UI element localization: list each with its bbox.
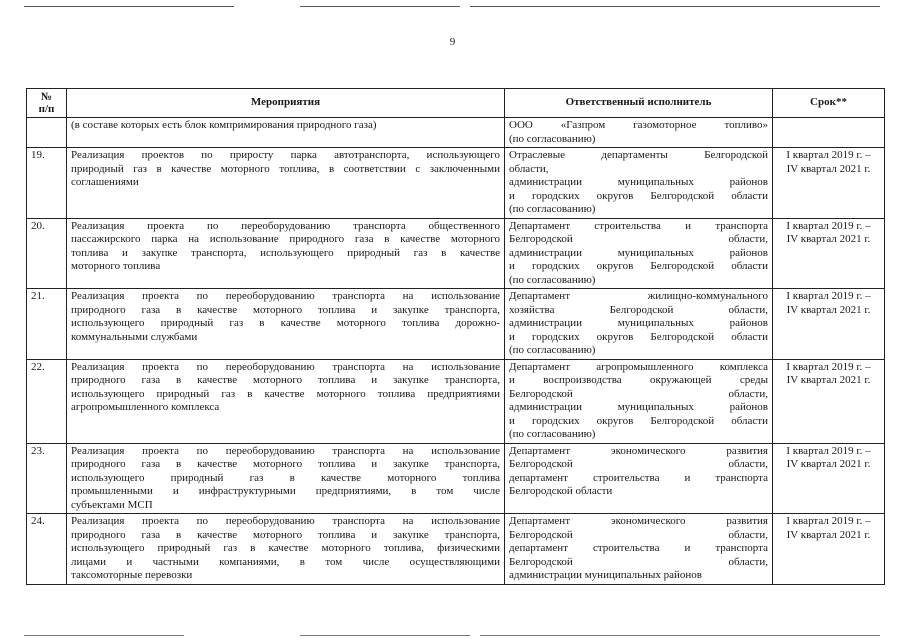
- executor-line: и воспроизводства окружающей среды: [509, 374, 768, 386]
- event-line: таксомоторные перевозки: [71, 569, 193, 581]
- executor-line: Белгородской области,: [509, 528, 768, 541]
- executor-cell: [505, 514, 773, 585]
- executor-cell: [505, 289, 773, 360]
- executor-line: Департамент агропромышленного комплекса: [509, 360, 768, 373]
- page-number: 9: [449, 36, 456, 48]
- event-line: использующего природный газ в качестве моторного топлива: [71, 471, 500, 484]
- row-number: [27, 118, 67, 148]
- event-line: топлива и закупке транспорта, использующего природный газ в качестве: [71, 246, 500, 259]
- event-line: лицами и частными компаниями, в том числе осуществляющими: [71, 555, 500, 568]
- event-line: промышленными и инфраструктурными предприятиями, в том числе: [71, 485, 500, 497]
- bottom-scan-line-mid: [300, 635, 470, 636]
- event-line: природного газа в качестве моторного топлива и закупке транспорта,: [71, 374, 500, 386]
- executor-line: Белгородской области,: [509, 458, 768, 470]
- executor-line: хозяйства Белгородской области,: [509, 303, 768, 316]
- table-row: [27, 289, 885, 360]
- deadline-cell: [773, 359, 885, 443]
- event-line: агропромышленного комплекса: [71, 401, 220, 413]
- event-cell: [67, 514, 505, 585]
- top-scan-line-mid: [300, 6, 460, 7]
- deadline-cell: [773, 148, 885, 219]
- executor-line: администрации муниципальных районов: [509, 317, 768, 329]
- executor-line: (по согласованию): [509, 203, 596, 215]
- table-body: [27, 118, 885, 585]
- executor-line: и городских округов Белгородской области: [509, 260, 768, 272]
- event-cell: [67, 148, 505, 219]
- event-line: Реализация проекта по переоборудованию транспорта общественного: [71, 219, 500, 232]
- deadline-line: I квартал 2019 г. –: [786, 149, 871, 161]
- executor-cell: [505, 359, 773, 443]
- table-row: [27, 514, 885, 585]
- deadline-cell: [773, 514, 885, 585]
- executor-cell: [505, 218, 773, 289]
- executor-line: Белгородской области,: [509, 233, 768, 245]
- event-line: использующего природный газ в качестве моторного топлива, физическими: [71, 542, 500, 554]
- executor-cell: [505, 118, 773, 148]
- row-number: 24.: [27, 514, 67, 585]
- executor-line: и городских округов Белгородской области: [509, 330, 768, 343]
- event-line: пассажирского парка на использование природного газа в качестве моторного: [71, 233, 500, 245]
- deadline-line: IV квартал 2021 г.: [786, 528, 871, 541]
- deadline-cell: [773, 218, 885, 289]
- table-row: [27, 443, 885, 514]
- executor-line: (по согласованию): [509, 132, 596, 145]
- event-line: природного газа в качестве моторного топлива и закупке транспорта,: [71, 458, 500, 470]
- deadline-cell: [773, 118, 885, 148]
- event-line: использующего природный газ в качестве моторного топлива дорожно-: [71, 317, 500, 329]
- deadline-line: IV квартал 2021 г.: [786, 233, 871, 245]
- event-line: моторного топлива: [71, 260, 161, 272]
- executor-cell: [505, 443, 773, 514]
- event-cell: [67, 359, 505, 443]
- executor-line: Отраслевые департаменты Белгородской: [509, 149, 768, 161]
- event-line: Реализация проектов по приросту парка автотранспорта, использующего: [71, 149, 500, 161]
- table-row: [27, 359, 885, 443]
- executor-line: Департамент экономического развития: [509, 515, 768, 527]
- header-event: Мероприятия: [67, 89, 505, 118]
- deadline-line: I квартал 2019 г. –: [786, 360, 871, 373]
- row-number: 21.: [27, 289, 67, 360]
- executor-line: администрации муниципальных районов: [509, 569, 702, 581]
- deadline-line: I квартал 2019 г. –: [786, 515, 871, 527]
- deadline-line: I квартал 2019 г. –: [786, 219, 871, 232]
- event-cell: [67, 289, 505, 360]
- top-scan-line-left: [24, 6, 234, 7]
- executor-line: администрации муниципальных районов: [509, 246, 768, 259]
- row-number: 22.: [27, 359, 67, 443]
- header-number: [27, 89, 67, 118]
- executor-line: области,: [509, 162, 549, 175]
- row-number: 19.: [27, 148, 67, 219]
- executor-line: Департамент экономического развития: [509, 444, 768, 457]
- deadline-line: IV квартал 2021 г.: [786, 162, 871, 175]
- event-line: Реализация проекта по переоборудованию транспорта на использование: [71, 290, 500, 302]
- event-line: природного газа в качестве моторного топлива и закупке транспорта,: [71, 528, 500, 541]
- deadline-line: IV квартал 2021 г.: [786, 303, 871, 316]
- event-line: (в составе которых есть блок компримирования природного газа): [71, 119, 377, 131]
- deadline-line: IV квартал 2021 г.: [786, 458, 871, 470]
- top-scan-line-right: [470, 6, 880, 7]
- executor-line: департамент строительства и транспорта: [509, 542, 768, 554]
- deadline-line: IV квартал 2021 г.: [786, 374, 871, 386]
- deadline-line: I квартал 2019 г. –: [786, 290, 871, 302]
- event-line: Реализация проекта по переоборудованию транспорта на использование: [71, 515, 500, 527]
- event-line: соглашениями: [71, 176, 139, 188]
- table-row: [27, 148, 885, 219]
- executor-line: администрации муниципальных районов: [509, 176, 768, 188]
- executor-line: Белгородской области,: [509, 387, 768, 400]
- executor-line: Департамент строительства и транспорта: [509, 219, 768, 232]
- event-cell: [67, 118, 505, 148]
- table-row: [27, 218, 885, 289]
- measures-table: [26, 88, 885, 585]
- table-header-row: [27, 89, 885, 118]
- executor-line: Департамент жилищно-коммунального: [509, 290, 768, 302]
- deadline-cell: [773, 289, 885, 360]
- bottom-scan-line-right: [480, 635, 880, 636]
- executor-line: и городских округов Белгородской области: [509, 414, 768, 427]
- event-cell: [67, 218, 505, 289]
- event-line: коммунальными службами: [71, 330, 198, 343]
- executor-line: департамент строительства и транспорта: [509, 471, 768, 484]
- event-line: природный газ в качестве моторного топлива, в соответствии с заключенными: [71, 162, 500, 175]
- event-line: субъектами МСП: [71, 498, 153, 511]
- executor-line: администрации муниципальных районов: [509, 401, 768, 413]
- deadline-line: I квартал 2019 г. –: [786, 444, 871, 457]
- row-number: 23.: [27, 443, 67, 514]
- header-deadline: Срок**: [773, 89, 885, 118]
- executor-line: (по согласованию): [509, 273, 596, 286]
- executor-line: (по согласованию): [509, 344, 596, 356]
- executor-line: Белгородской области: [509, 485, 613, 497]
- event-line: Реализация проекта по переоборудованию транспорта на использование: [71, 360, 500, 373]
- row-number: 20.: [27, 218, 67, 289]
- bottom-scan-line-left: [24, 635, 184, 636]
- event-line: природного газа в качестве моторного топлива и закупке транспорта,: [71, 303, 500, 316]
- executor-line: ООО «Газпром газомоторное топливо»: [509, 119, 768, 131]
- executor-line: (по согласованию): [509, 428, 596, 440]
- header-executor: Ответственный исполнитель: [505, 89, 773, 118]
- event-line: использующего природный газ в качестве моторного топлива предприятиями: [71, 387, 500, 400]
- executor-line: Белгородской области,: [509, 555, 768, 568]
- deadline-cell: [773, 443, 885, 514]
- table-row: [27, 118, 885, 148]
- executor-line: и городских округов Белгородской области: [509, 189, 768, 202]
- event-cell: [67, 443, 505, 514]
- event-line: Реализация проекта по переоборудованию транспорта на использование: [71, 444, 500, 457]
- header-number-line1: №: [40, 91, 53, 103]
- executor-cell: [505, 148, 773, 219]
- header-number-line2: п/п: [38, 103, 55, 115]
